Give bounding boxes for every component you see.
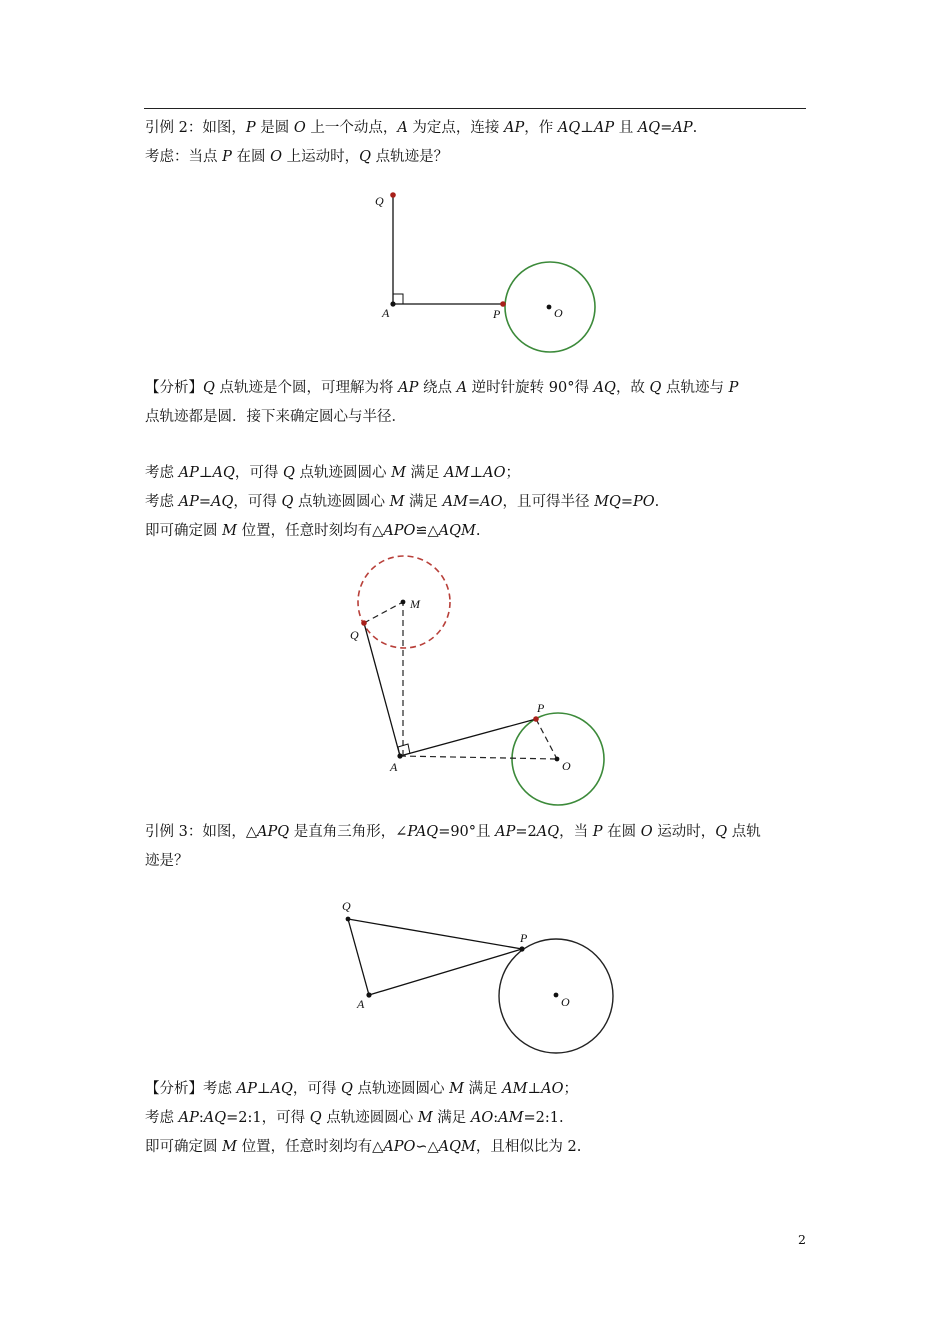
math-symbol: Q xyxy=(715,824,728,840)
math-symbol: AP xyxy=(398,380,419,396)
math-symbol: M xyxy=(391,465,406,481)
text-run: ⊥ xyxy=(527,1081,542,1097)
label-A: A xyxy=(382,306,390,320)
text-run: ⊥ xyxy=(198,465,213,481)
text-run: 逆时针旋转 90°得 xyxy=(467,380,594,396)
label-O: O xyxy=(561,995,570,1009)
math-symbol: P xyxy=(728,380,739,396)
math-symbol: M xyxy=(222,523,237,539)
text-run: 点轨 xyxy=(727,824,761,840)
text-run: : xyxy=(493,1110,499,1126)
segment-AP xyxy=(400,719,536,756)
math-symbol: AO xyxy=(483,465,506,481)
text-run: 满足 xyxy=(404,494,443,510)
point-P xyxy=(500,301,506,307)
math-symbol: AP xyxy=(504,120,525,136)
text-run: ，且相似比为 2. xyxy=(475,1139,582,1155)
text-run: ∽△ xyxy=(415,1139,439,1155)
analysis2-line-2 xyxy=(145,408,406,426)
point-O xyxy=(555,757,560,762)
page-number: 2 xyxy=(798,1232,806,1247)
math-symbol: Q xyxy=(359,149,371,165)
math-symbol: AQ xyxy=(593,380,616,396)
text-run: 点轨迹都是圆．接下来确定圆心与半径． xyxy=(145,409,406,425)
text-run: ⊥ xyxy=(580,120,594,136)
math-symbol: Q xyxy=(309,1110,322,1126)
point-Q xyxy=(346,917,351,922)
point-Q xyxy=(361,620,367,626)
text-run: 即可确定圆 xyxy=(145,523,223,539)
analysis3-line-2 xyxy=(145,1109,564,1127)
example2-line-2 xyxy=(145,148,448,166)
math-symbol: AQ xyxy=(212,465,235,481)
math-symbol: AQ xyxy=(270,1081,293,1097)
text-run: ，可得 xyxy=(233,494,282,510)
example3-line-1 xyxy=(145,823,761,841)
math-symbol: APQ xyxy=(257,824,290,840)
text-run: 点轨迹与 xyxy=(661,380,729,396)
label-M: M xyxy=(410,597,420,611)
text-run: ； xyxy=(505,465,520,481)
math-symbol: O xyxy=(640,824,653,840)
analysis3-line-1 xyxy=(145,1080,578,1098)
text-run: 且 xyxy=(614,120,638,136)
math-symbol: AP xyxy=(672,120,693,136)
math-symbol: AO xyxy=(480,494,503,510)
text-run: 位置，任意时刻均有△ xyxy=(236,1139,384,1155)
text-run: 满足 xyxy=(432,1110,471,1126)
segment-AO-dashed xyxy=(400,756,557,759)
math-symbol: AM xyxy=(502,1081,528,1097)
label-A: A xyxy=(357,997,365,1011)
label-Q: Q xyxy=(342,899,351,913)
math-symbol: P xyxy=(592,824,603,840)
text-run: 绕点 xyxy=(418,380,457,396)
point-P xyxy=(533,716,539,722)
math-symbol: A xyxy=(397,120,408,136)
segment-QP xyxy=(348,919,522,949)
text-run: ，故 xyxy=(615,380,650,396)
figure-1-diagram xyxy=(360,185,610,365)
header-rule xyxy=(144,108,806,109)
math-symbol: AP xyxy=(178,1110,199,1126)
point-A xyxy=(390,301,395,306)
text-run: = xyxy=(660,120,673,136)
text-run: 满足 xyxy=(405,465,445,481)
text-run: 在圆 xyxy=(231,149,271,165)
text-run: 考虑 xyxy=(145,1110,179,1126)
text-run: 引例 2：如图， xyxy=(145,120,246,136)
segment-QM-dashed xyxy=(364,602,403,623)
analysis2-line-5 xyxy=(145,522,481,540)
text-run: = xyxy=(198,494,211,510)
text-run: 在圆 xyxy=(602,824,641,840)
math-symbol: PO xyxy=(633,494,655,510)
text-run: . xyxy=(475,523,481,539)
math-symbol: AQ xyxy=(536,824,560,840)
math-symbol: AO xyxy=(541,1081,564,1097)
text-run: ，可得 xyxy=(234,465,283,481)
math-symbol: AQ xyxy=(637,120,661,136)
text-run: 考虑 xyxy=(145,494,179,510)
point-O xyxy=(554,993,559,998)
math-symbol: AQ xyxy=(203,1110,227,1126)
label-P: P xyxy=(493,307,501,321)
text-run: 考虑：当点 xyxy=(145,149,223,165)
text-run: 迹是？ xyxy=(145,853,189,869)
text-run: ，作 xyxy=(524,120,558,136)
point-Q xyxy=(390,192,396,198)
analysis2-line-4 xyxy=(145,493,659,511)
segment-AQ xyxy=(348,919,369,995)
text-run: =2 xyxy=(515,824,537,840)
math-symbol: M xyxy=(222,1139,237,1155)
text-run: 点轨迹圆圆心 xyxy=(294,465,392,481)
math-symbol: AQ xyxy=(557,120,581,136)
text-run: ，可得 xyxy=(292,1081,341,1097)
math-symbol: AM xyxy=(442,494,468,510)
math-symbol: MQ xyxy=(594,494,621,510)
text-run: ⊥ xyxy=(256,1081,271,1097)
text-run: = xyxy=(467,494,481,510)
math-symbol: O xyxy=(270,149,282,165)
math-symbol: A xyxy=(456,380,468,396)
example3-line-2 xyxy=(145,852,189,870)
math-symbol: AM xyxy=(444,465,470,481)
text-run: ，且可得半径 xyxy=(502,494,595,510)
text-run: 考虑 xyxy=(145,465,179,481)
math-symbol: AP xyxy=(178,465,199,481)
text-run: 是圆 xyxy=(255,120,294,136)
text-run: 点轨迹圆圆心 xyxy=(321,1110,418,1126)
text-run: . xyxy=(692,120,698,136)
text-run: 【分析】考虑 xyxy=(145,1081,237,1097)
text-run: =2:1. xyxy=(523,1110,564,1126)
text-run: 点轨迹圆圆心 xyxy=(352,1081,450,1097)
math-symbol: PAQ xyxy=(407,824,439,840)
math-symbol: APO xyxy=(383,1139,416,1155)
math-symbol: O xyxy=(293,120,306,136)
text-run: ，当 xyxy=(559,824,593,840)
math-symbol: Q xyxy=(649,380,662,396)
math-symbol: P xyxy=(245,120,256,136)
math-symbol: APO xyxy=(383,523,416,539)
text-run: ≌△ xyxy=(415,523,439,539)
math-symbol: AQM xyxy=(438,523,476,539)
math-symbol: AO xyxy=(470,1110,494,1126)
math-symbol: AP xyxy=(593,120,615,136)
example2-line-1 xyxy=(145,119,697,137)
label-A: A xyxy=(390,760,398,774)
math-symbol: Q xyxy=(340,1081,353,1097)
text-run: : xyxy=(198,1110,204,1126)
figure-3-diagram xyxy=(330,895,630,1065)
text-run: . xyxy=(654,494,660,510)
math-symbol: P xyxy=(222,149,232,165)
text-run: 为定点，连接 xyxy=(407,120,505,136)
text-run: 即可确定圆 xyxy=(145,1139,223,1155)
label-O: O xyxy=(554,306,563,320)
analysis3-line-3 xyxy=(145,1138,581,1156)
label-O: O xyxy=(562,759,571,773)
text-run: ⊥ xyxy=(469,465,484,481)
text-run: = xyxy=(620,494,633,510)
math-symbol: Q xyxy=(281,494,294,510)
point-A xyxy=(397,753,402,758)
text-run: =90°且 xyxy=(438,824,496,840)
text-run: 上运动时， xyxy=(281,149,360,165)
math-symbol: M xyxy=(417,1110,433,1126)
text-run: 上一个动点， xyxy=(305,120,398,136)
text-run: 点轨迹圆圆心 xyxy=(293,494,390,510)
label-Q: Q xyxy=(375,194,384,208)
label-P: P xyxy=(537,701,545,715)
text-run: 位置，任意时刻均有△ xyxy=(236,523,384,539)
math-symbol: Q xyxy=(203,380,215,396)
math-symbol: AP xyxy=(236,1081,257,1097)
point-O xyxy=(547,305,552,310)
point-M xyxy=(401,600,406,605)
text-run: 【分析】 xyxy=(145,380,203,396)
analysis2-line-3 xyxy=(145,464,520,482)
analysis2-line-1 xyxy=(145,379,738,397)
label-Q: Q xyxy=(350,628,359,642)
text-run: 运动时， xyxy=(652,824,716,840)
math-symbol: AQM xyxy=(438,1139,476,1155)
label-P: P xyxy=(520,931,528,945)
point-A xyxy=(366,992,371,997)
figure-2-diagram xyxy=(340,550,620,810)
math-symbol: AM xyxy=(498,1110,524,1126)
math-symbol: M xyxy=(449,1081,464,1097)
text-run: ； xyxy=(563,1081,578,1097)
text-run: 点轨迹是？ xyxy=(370,149,449,165)
text-run: =2:1，可得 xyxy=(226,1110,310,1126)
text-run: 满足 xyxy=(463,1081,503,1097)
text-run: 是直角三角形，∠ xyxy=(289,824,408,840)
math-symbol: AP xyxy=(178,494,199,510)
point-P xyxy=(519,946,524,951)
text-run: 点轨迹是个圆，可理解为将 xyxy=(214,380,399,396)
math-symbol: AP xyxy=(495,824,516,840)
math-symbol: M xyxy=(389,494,405,510)
math-symbol: AQ xyxy=(211,494,234,510)
text-run: 引例 3：如图，△ xyxy=(145,824,257,840)
math-symbol: Q xyxy=(282,465,295,481)
segment-PO-dashed xyxy=(536,719,557,759)
